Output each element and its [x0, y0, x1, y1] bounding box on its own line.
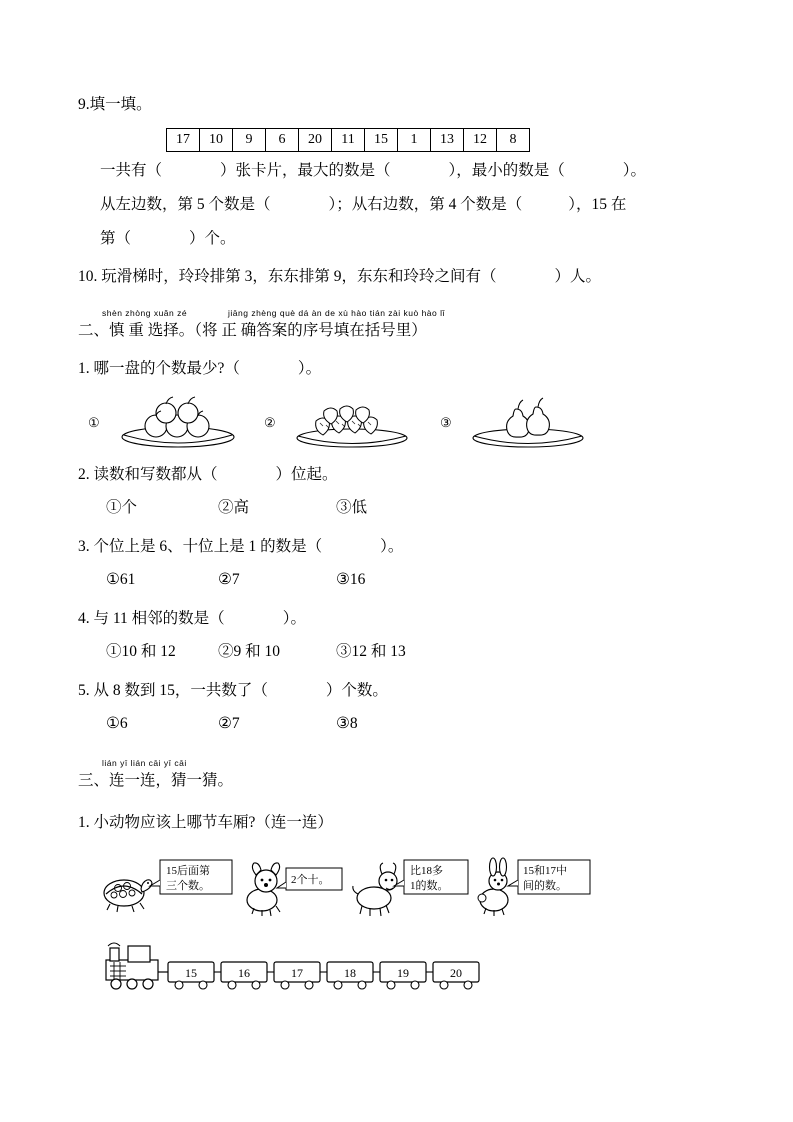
card-cell: 10 — [200, 129, 233, 151]
choice-4-number: 4. — [78, 610, 90, 627]
locomotive-icon — [106, 943, 168, 989]
card-cell: 6 — [266, 129, 299, 151]
q9-line1-part-a: 一共有（ — [100, 162, 163, 179]
train-car — [221, 962, 274, 989]
choice-2-text: 读数和写数都从（ — [93, 466, 218, 483]
fruit-plate-1 — [88, 393, 256, 453]
choice-5-text: 从 8 数到 15，一共数了（ — [93, 682, 268, 699]
bubble-1-line-1: 15后面第 — [166, 865, 210, 877]
question-9-title: 填一填。 — [89, 96, 152, 113]
fruit-plates-row — [88, 392, 728, 454]
rabbit-icon — [478, 858, 508, 916]
choice-4-text-end: ）。 — [282, 610, 306, 627]
match-question-1 — [78, 806, 728, 840]
card-cell: 1 — [398, 129, 431, 151]
choice-4-option-2[interactable]: ②9 和 10 — [218, 643, 281, 660]
choice-1-text: 哪一盘的个数最少?（ — [93, 360, 240, 377]
car-label-4: 18 — [344, 966, 356, 980]
pinyin-annotation-shenzhongxuanze: shèn zhòng xuǎn zé — [102, 308, 188, 318]
animals-bubbles-row — [94, 848, 728, 926]
bubble-4-line-1: 15和17中 — [523, 865, 567, 877]
choice-2-text-end: ）位起。 — [275, 466, 338, 483]
question-9-line-2 — [78, 188, 728, 222]
choice-2-option-3[interactable]: ③低 — [336, 499, 368, 516]
section-two-heading: 二、慎 重 选择。（将 正 确答案的序号填在括号里） — [78, 322, 427, 339]
q9-line3-part-b: ）个。 — [189, 230, 236, 247]
bubble-3-line-1: 比18多 — [410, 865, 443, 877]
card-cell: 15 — [365, 129, 398, 151]
q9-line1-part-d: ）。 — [622, 162, 647, 179]
car-label-6: 20 — [450, 966, 462, 980]
train-car — [274, 962, 327, 989]
choice-5-options — [78, 708, 728, 740]
section-three-heading-block — [78, 758, 728, 792]
strawberries-plate-icon — [282, 393, 432, 453]
speech-bubble-1 — [150, 860, 232, 894]
card-cell: 8 — [509, 132, 517, 147]
choice-3-question — [78, 530, 728, 564]
pears-plate-icon — [458, 393, 608, 453]
train-car — [327, 962, 380, 989]
choice-4-option-3[interactable]: ③12 和 13 — [336, 643, 406, 660]
section-three-heading: 三、连一连，猜一猜。 — [78, 772, 234, 789]
question-10 — [78, 260, 728, 294]
plate-2-label: ② — [264, 415, 276, 430]
plate-1-label: ① — [88, 415, 100, 430]
question-9-number: 9. — [78, 96, 90, 113]
section-two-heading-block — [78, 308, 728, 342]
choice-3-number: 3. — [78, 538, 90, 555]
choice-1-question — [78, 352, 728, 386]
choice-3-option-2[interactable]: ②7 — [218, 571, 240, 588]
choice-2-options — [78, 492, 728, 524]
choice-4-text: 与 11 相邻的数是（ — [93, 610, 225, 627]
bubble-2-line-1: 2个十。 — [291, 874, 330, 886]
speech-bubble-3 — [394, 860, 468, 894]
choice-1-number: 1. — [78, 360, 90, 377]
choice-1-text-end: ）。 — [297, 360, 322, 377]
car-label-5: 19 — [397, 966, 409, 980]
choice-4-question — [78, 602, 728, 636]
choice-5-option-3[interactable]: ③8 — [336, 715, 358, 732]
pinyin-annotation-tianzaikuohaoli: jiāng zhèng què dá àn de xù hào tián zài kuò hào lǐ — [228, 308, 445, 318]
choice-5-text-end: ）个数。 — [325, 682, 388, 699]
card-cell: 17 — [167, 129, 200, 151]
speech-bubble-2 — [277, 868, 342, 890]
card-cell: 20 — [299, 129, 332, 151]
choice-3-option-1[interactable]: ①61 — [106, 571, 136, 588]
train-illustration — [98, 936, 728, 996]
number-card-strip — [166, 128, 530, 152]
question-9-line-3 — [78, 222, 728, 256]
card-cell: 13 — [431, 129, 464, 151]
goat-icon — [353, 863, 397, 916]
card-cell: 12 — [464, 129, 497, 151]
bubble-3-line-2: 1的数。 — [410, 880, 449, 892]
q9-line2-part-a: 从左边数，第 5 个数是（ — [100, 196, 271, 213]
choice-2-number: 2. — [78, 466, 90, 483]
choice-3-text-end: ）。 — [380, 538, 404, 555]
choice-5-option-1[interactable]: ①6 — [106, 715, 128, 732]
choice-4-option-1[interactable]: ①10 和 12 — [106, 643, 176, 660]
speech-bubble-4 — [508, 860, 590, 894]
choice-2-option-1[interactable]: ①个 — [106, 499, 138, 516]
choice-3-option-3[interactable]: ③16 — [336, 571, 366, 588]
card-cell: 11 — [332, 129, 365, 151]
worksheet-content — [78, 88, 728, 996]
choice-4-options — [78, 636, 728, 668]
bubble-4-line-2: 间的数。 — [523, 880, 567, 892]
q9-line2-part-b: ）；从右边数，第 4 个数是（ — [328, 196, 523, 213]
train-car — [433, 962, 479, 989]
q9-line1-part-c: ），最小的数是（ — [448, 162, 565, 179]
dog-icon — [247, 863, 280, 916]
fruit-plate-3 — [440, 393, 608, 453]
q10-text-a: 10. 玩滑梯时，玲玲排第 3，东东排第 9，东东和玲玲之间有（ — [78, 268, 497, 285]
match-question-1-text: 1. 小动物应该上哪节车厢?（连一连） — [78, 814, 333, 831]
q9-line2-part-c: ），15 在 — [568, 196, 627, 213]
q10-text-b: ）人。 — [554, 268, 602, 285]
turtle-icon — [104, 880, 152, 912]
fruit-plate-2 — [264, 393, 432, 453]
choice-3-text: 个位上是 6、十位上是 1 的数是（ — [93, 538, 323, 555]
train-car — [380, 962, 433, 989]
bubble-1-line-2: 三个数。 — [166, 880, 210, 892]
question-9-title-row — [78, 88, 728, 122]
question-9-line-1 — [78, 154, 728, 188]
train-car — [168, 962, 221, 989]
car-label-1: 15 — [185, 966, 197, 980]
choice-2-question — [78, 458, 728, 492]
choice-5-option-2[interactable]: ②7 — [218, 715, 240, 732]
choice-5-number: 5. — [78, 682, 90, 699]
choice-2-option-2[interactable]: ②高 — [218, 499, 250, 516]
q9-line1-part-b: ）张卡片，最大的数是（ — [220, 162, 391, 179]
car-label-2: 16 — [238, 966, 250, 980]
pinyin-annotation-lianyilian: lián yī lián cāi yī cāi — [102, 758, 187, 768]
choice-3-options — [78, 564, 728, 596]
plate-3-label: ③ — [440, 415, 452, 430]
apples-plate-icon — [106, 393, 256, 453]
q9-line3-part-a: 第（ — [100, 230, 132, 247]
car-label-3: 17 — [291, 966, 303, 980]
card-cell: 9 — [233, 129, 266, 151]
choice-5-question — [78, 674, 728, 708]
